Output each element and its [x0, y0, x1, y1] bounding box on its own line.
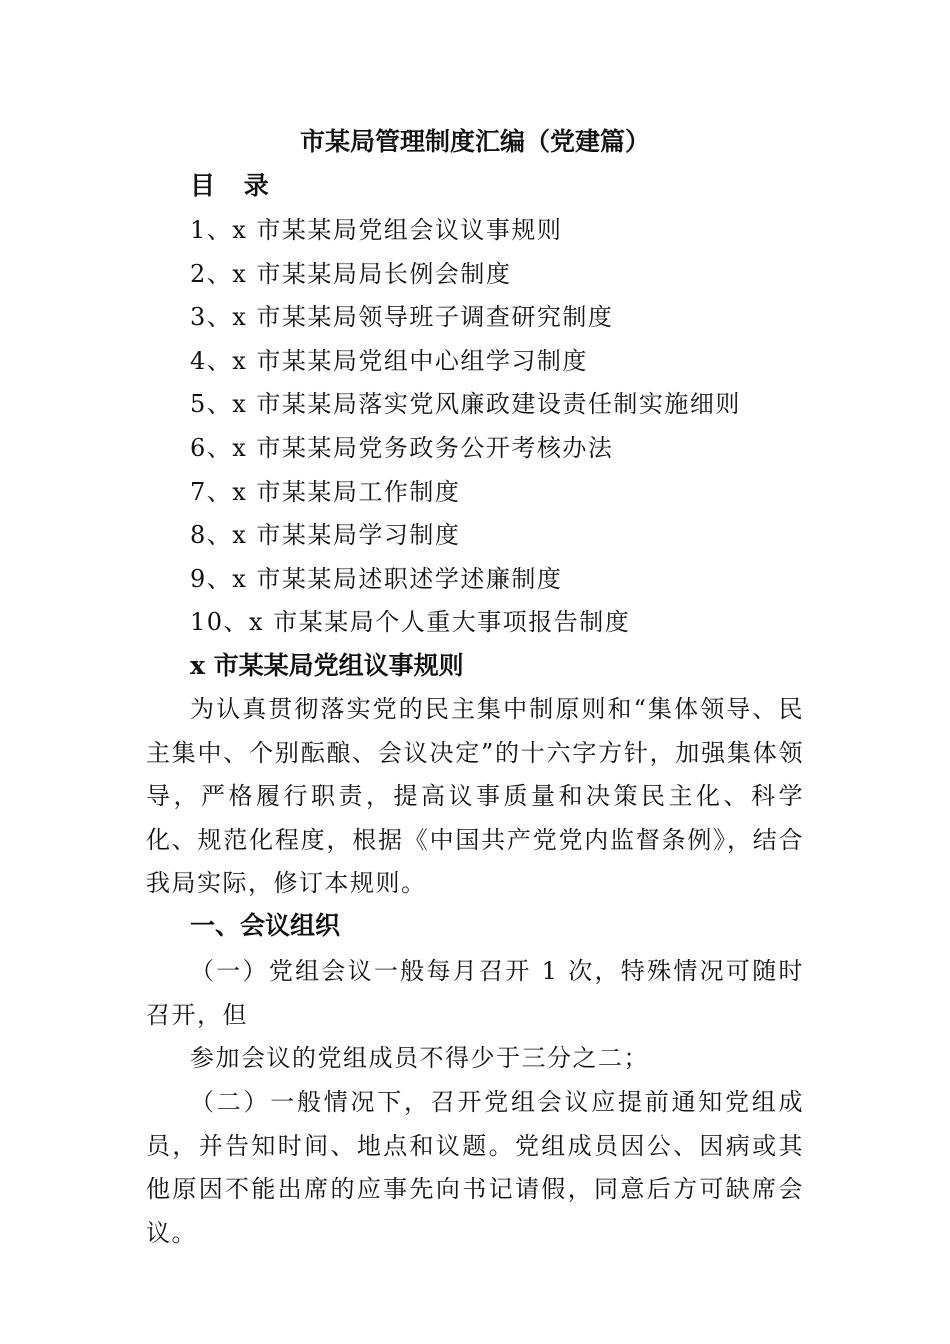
- intro-paragraph: 为认真贯彻落实党的民主集中制原则和“集体领导、民主集中、个别酝酿、会议决定”的十六字方针，加强集体领导，严格履行职责，提高议事质量和决策民主化、科学化、规范化程度，根据《中国共产党党内监督条例》，结合我局实际，修订本规则。: [146, 695, 804, 898]
- chapter-heading: 一、会议组织: [190, 911, 341, 940]
- section-title: x 市某某局党组议事规则: [190, 651, 464, 680]
- toc-item: 8、x 市某某局学习制度: [190, 521, 461, 550]
- body-paragraph: （一）党组会议一般每月召开 1 次，特殊情况可随时召开，但: [146, 957, 804, 1029]
- toc-list: [190, 209, 741, 645]
- document-title: 市某局管理制度汇编（党建篇）: [299, 127, 650, 156]
- body-paragraph: 参加会议的党组成员不得少于三分之二；: [190, 1044, 649, 1072]
- toc-heading: 目 录: [190, 171, 279, 200]
- toc-item: 4、x 市某某局党组中心组学习制度: [190, 346, 588, 375]
- toc-item: 7、x 市某某局工作制度: [190, 477, 461, 506]
- toc-item: 10、x 市某某局个人重大事项报告制度: [190, 608, 631, 637]
- toc-item: 9、x 市某某局述职述学述廉制度: [190, 564, 563, 593]
- toc-item: 3、x 市某某局领导班子调查研究制度: [190, 303, 614, 332]
- toc-item: 6、x 市某某局党务政务公开考核办法: [190, 433, 614, 462]
- body-paragraph: （二）一般情况下，召开党组会议应提前通知党组成员，并告知时间、地点和议题。党组成员因公、因病或其他原因不能出席的应事先向书记请假，同意后方可缺席会议。: [146, 1088, 804, 1247]
- toc-item: 1、x 市某某局党组会议议事规则: [190, 216, 563, 244]
- toc-item: 5、x 市某某局落实党风廉政建设责任制实施细则: [190, 390, 741, 419]
- toc-item: 2、x 市某某局局长例会制度: [190, 259, 512, 288]
